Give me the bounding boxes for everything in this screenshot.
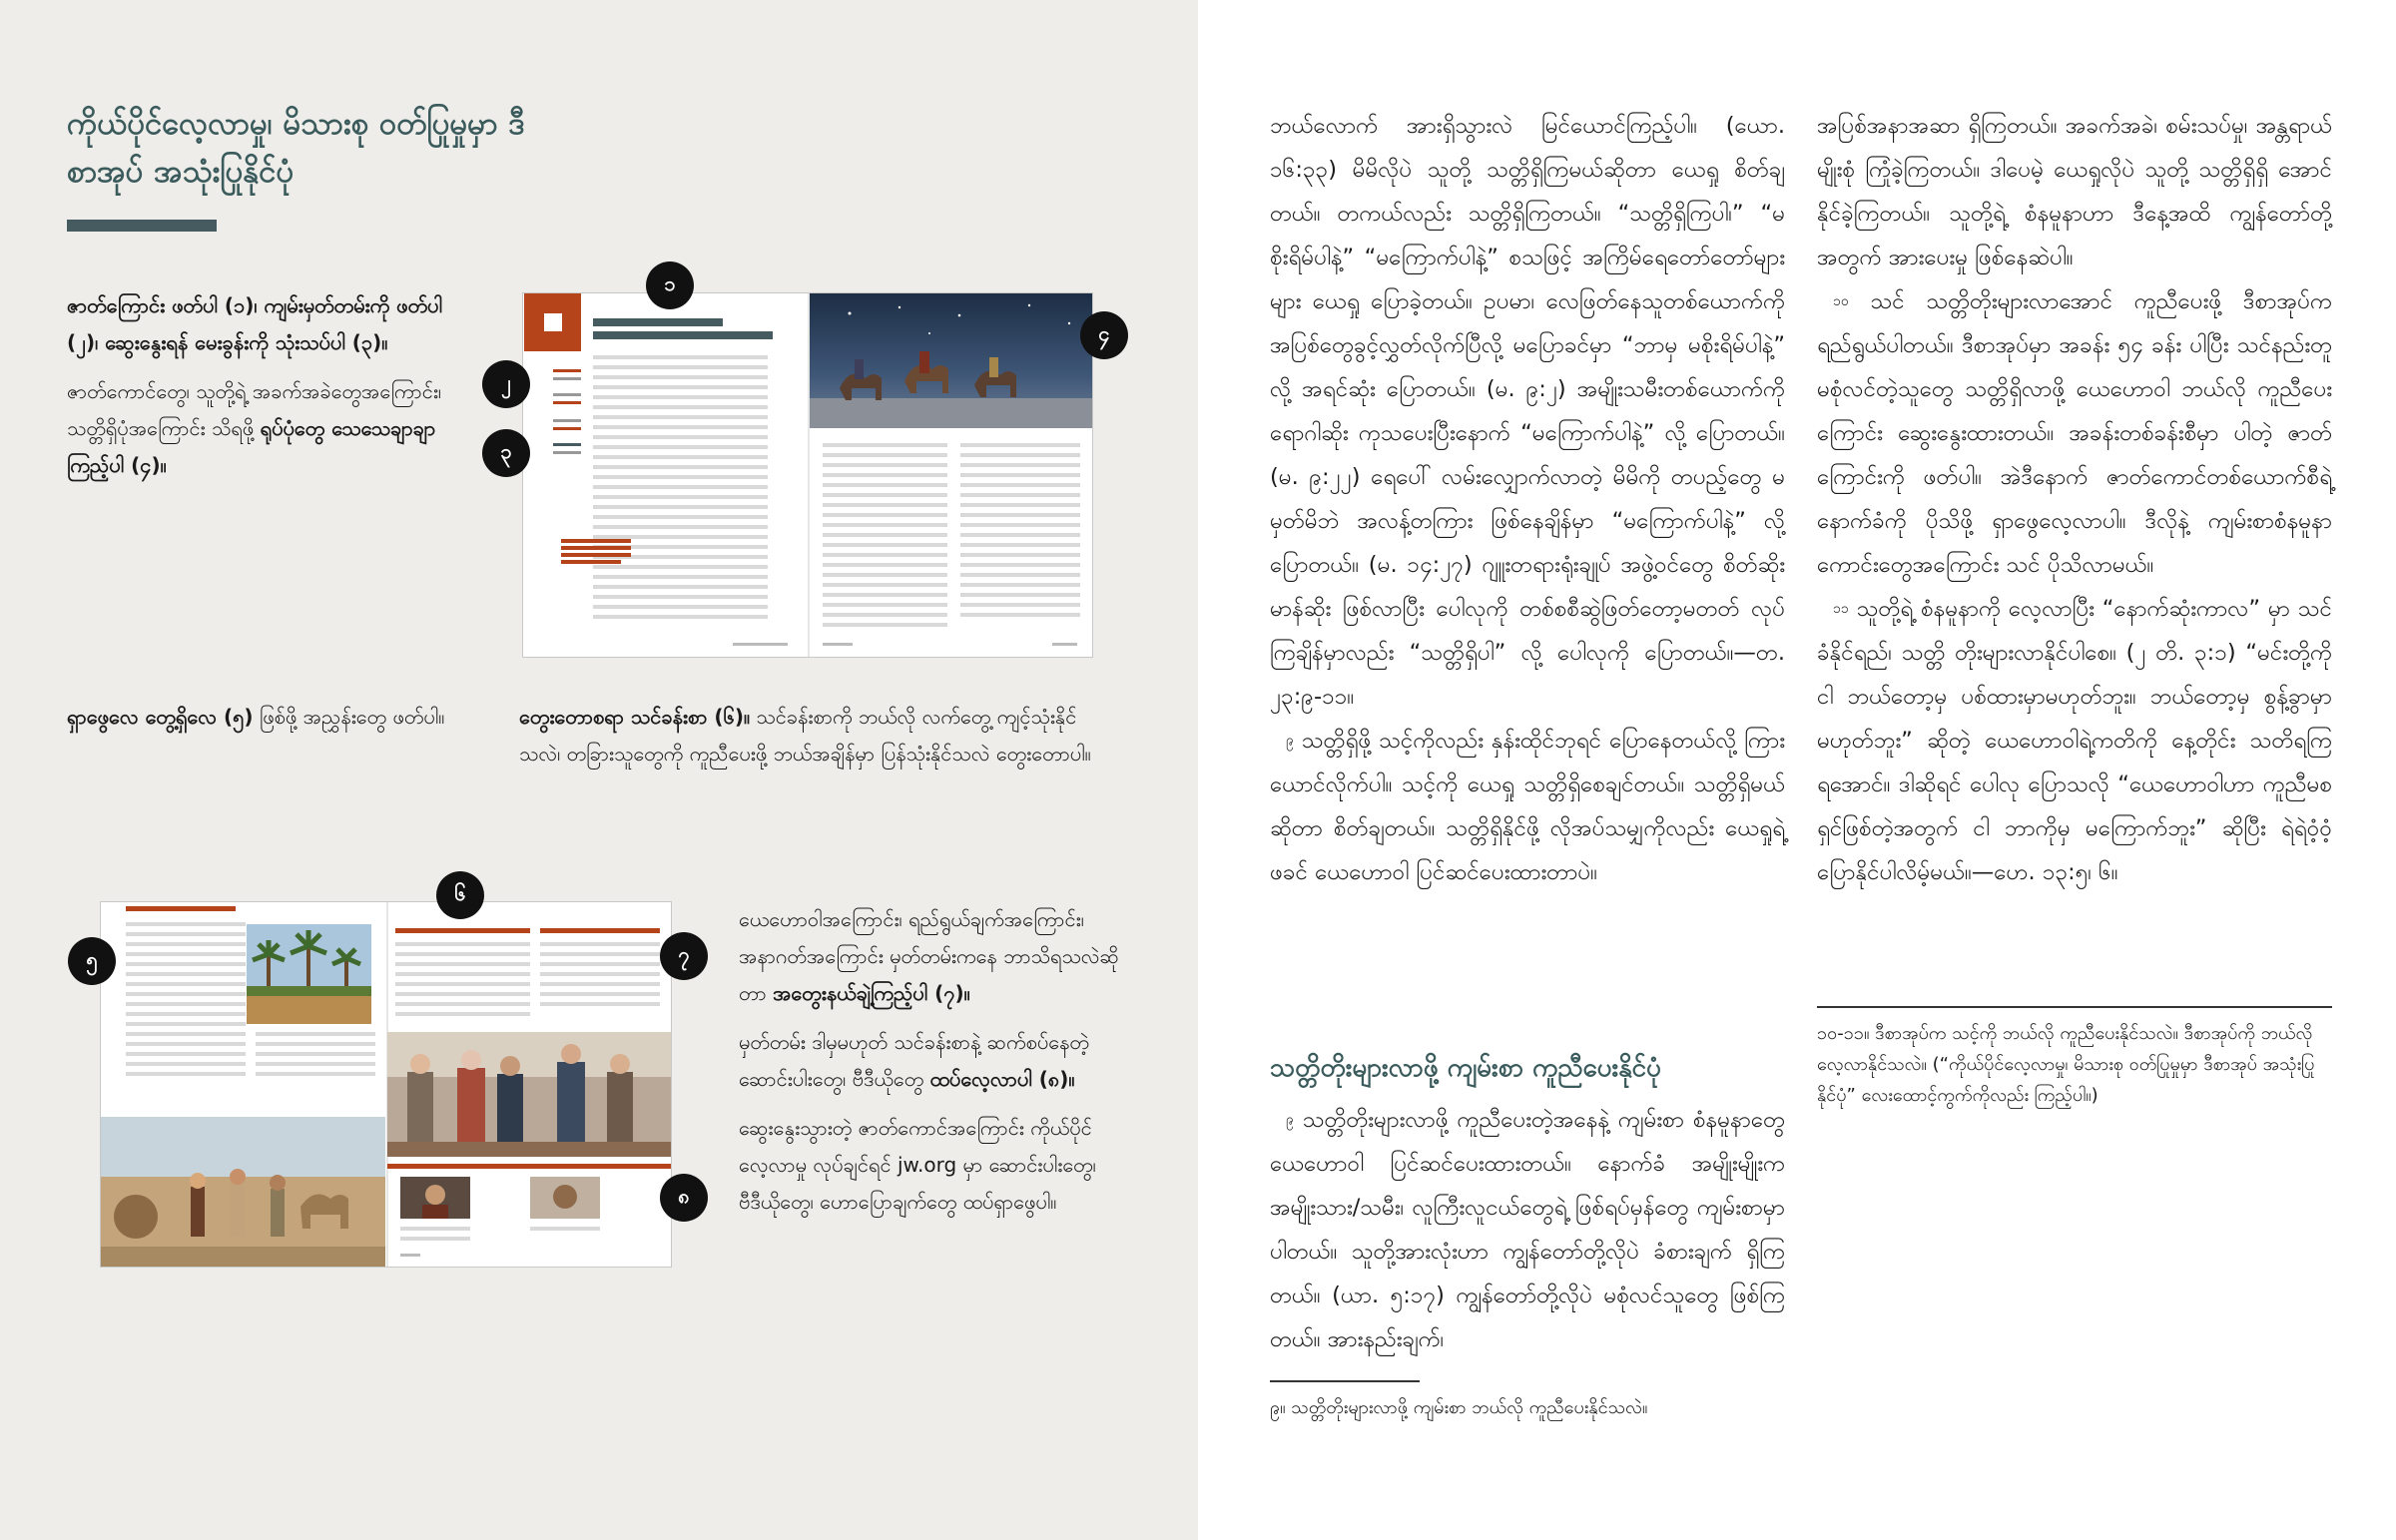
title-rule (67, 220, 217, 232)
congregation-picture (387, 1032, 672, 1157)
callout-badge-1: ၁ (646, 261, 694, 309)
note-2-bold: ရှာဖွေလေ တွေ့ရှိလေ (၅) (67, 705, 254, 729)
note-4-p1-text: ယေဟောဝါအကြောင်း၊ ရည်ရွယ်ချက်အကြောင်း၊ အနာဂတ်အကြောင်း မှတ်တမ်းကနေ ဘာသိရသလဲဆိုတာ (739, 907, 1119, 1005)
callout-badge-4: ၄ (1080, 311, 1128, 359)
note-4-p3-text: ဆွေးနွေးသွားတဲ့ ဇာတ်ကောင်အကြောင်း ကိုယ်ပိုင်လေ့လာမှု လုပ်ချင်ရင် jw.org မှာ ဆောင်းပါးတွေ၊ ဗီဒီယိုတွေ၊ ဟောပြောချက်တွေ ထပ်ရှာဖွေပါ။ (739, 1116, 1096, 1214)
note-reading-steps (67, 287, 471, 496)
col1-paragraph-3-text: သတ္တိတိုးများလာဖို့ ကူညီပေးတဲ့အနေနဲ့ ကျမ်းစာ စံနမူနာတွေ ယေဟောဝါ ပြင်ဆင်ပေးထားတယ်။ နောက်ခံ အမျိုးမျိုးက အမျိုးသား/သမီး၊ လူကြီးလူငယ်တွေရဲ့ ဖြစ်ရပ်မှန်တွေ ကျမ်းစာမှာ ပါတယ်။ သူတို့အားလုံးဟာ ကျွန်တော်တို့လိုပဲ ခံစားချက် ရှိကြတယ်။ (ယာ. ၅:၁၇) ကျွန်တော်တို့လိုပဲ မစုံလင်သူတွေ ဖြစ်ကြတယ်။ အားနည်းချက်၊ (1270, 1107, 1785, 1352)
video-thumbnail-1 (400, 1177, 470, 1219)
note-3-bold: တွေးတောစရာ သင်ခန်းစာ (၆)။ (519, 705, 751, 729)
col1-paragraph-2-text: သတ္တိရှိဖို့ သင့်ကိုလည်း နှန်းထိုင်ဘုရင် ပြောနေတယ်လို့ ကြားယောင်လိုက်ပါ။ သင့်ကို ယေရှု သတ္တိရှိစေချင်တယ်။ သတ္တိရှိမယ်ဆိုတာ စိတ်ချတယ်။ သတ္တိရှိနိုင်ဖို့ လိုအပ်သမျှကိုလည်း ယေရှုရဲ့ ဖခင် ယေဟောဝါ ပြင်ဆင်ပေးထားတာပဲ။ (1270, 728, 1785, 885)
col2-paragraph-2-number: ၁၀ (1833, 293, 1849, 309)
note-1-bold-end: ရုပ်ပုံတွေ သေသေချာချာ ကြည့်ပါ (၄)။ (67, 416, 436, 477)
callout-badge-6: ၆ (436, 871, 484, 919)
footnote-rule-2 (1817, 1006, 2332, 1008)
chapter-number-block (524, 293, 581, 351)
note-4-p2-bold: ထပ်လေ့လာပါ (၈)။ (929, 1067, 1075, 1091)
col1-paragraph-2 (1270, 719, 1785, 894)
box-title: ကိုယ်ပိုင်လေ့လာမှု၊ မိသားစု ဝတ်ပြုမှုမှာ ဒီစာအုပ် အသုံးပြုနိုင်ပုံ (67, 106, 525, 190)
col1-paragraph-1: ဘယ်လောက် အားရှိသွားလဲ မြင်ယောင်ကြည့်ပါ။ (ယော. ၁၆:၃၃) မိမိလိုပဲ သူတို့ သတ္တိရှိကြမယ်ဆိုတာ ယေရှု စိတ်ချတယ်။ တကယ်လည်း သတ္တိရှိကြတယ်။ “သတ္တိရှိကြပါ၊” “မစိုးရိမ်ပါနဲ့” “မကြောက်ပါနဲ့” စသဖြင့် အကြိမ်ရေတော်တော်များများ ယေရှု ပြောခဲ့တယ်။ ဥပမာ၊ လေဖြတ်နေသူတစ်ယောက်ကို အပြစ်တွေခွင့်လွှတ်လိုက်ပြီလို့ မပြောခင်မှာ “ဘာမှ မစိုးရိမ်ပါနဲ့” လို့ အရင်ဆုံး ပြောတယ်။ (မ. ၉:၂) အမျိုးသမီးတစ်ယောက်ကို ရောဂါဆိုး ကုသပေးပြီးနောက် “မကြောက်ပါနဲ့” လို့ ပြောတယ်။ (မ. ၉:၂၂) ရေပေါ် လမ်းလျှောက်လာတဲ့ မိမိကို တပည့်တွေ မမှတ်မိဘဲ အလန့်တကြား ဖြစ်နေချိန်မှာ “မကြောက်ပါနဲ့” လို့ ပြောတယ်။ (မ. ၁၄:၂၇) ဂျူးတရားရုံးချုပ် အဖွဲ့ဝင်တွေ စိတ်ဆိုးမာန်ဆိုး ဖြစ်လာပြီး ပေါလုကို တစ်စစီဆွဲဖြတ်တော့မတတ် လုပ်ကြချိန်မှာလည်း “သတ္တိရှိပါ” လို့ ပေါလုကို ပြောတယ်။—တ. ၂၃:၉-၁၁။ (1270, 113, 1785, 710)
note-lesson (519, 699, 1098, 784)
note-3-text: သင်ခန်းစာကို ဘယ်လို လက်တွေ့ ကျင့်သုံးနိုင်သလဲ၊ တခြားသူတွေကို ကူညီပေးဖို့ ဘယ်အချိန်မှာ ပြန်သုံးနိုင်သလဲ တွေးတောပါ။ (519, 705, 1091, 766)
night-caravan-picture (810, 293, 1093, 428)
note-4-p1-bold: အတွေးနယ်ချဲ့ကြည့်ပါ (၇)။ (773, 981, 970, 1005)
col2-paragraph-3-text: သူတို့ရဲ့ စံနမူနာကို လေ့လာပြီး “နောက်ဆုံးကာလ” မှာ သင် ခံနိုင်ရည်၊ သတ္တိ တိုးများလာနိုင်ပါစေ။ (၂ တိ. ၃:၁) “မင်းတို့ကို ငါ ဘယ်တော့မှ ပစ်ထားမှာမဟုတ်ဘူး။ ဘယ်တော့မှ စွန့်ခွာမှာ မဟုတ်ဘူး” ဆိုတဲ့ ယေဟောဝါရဲ့ကတိကို နေ့တိုင်း သတိရကြရအောင်။ ဒါဆိုရင် ပေါလု ပြောသလို “ယေဟောဝါဟာ ကူညီမစရှင်ဖြစ်တဲ့အတွက် ငါ ဘာကိုမှ မကြောက်ဘူး” ဆိုပြီး ရဲရဲဝံ့ဝံ့ ပြောနိုင်ပါလိမ့်မယ်။—ဟေ. ၁၃:၅၊ ၆။ (1817, 596, 2332, 885)
callout-badge-3: ၃ (482, 429, 530, 477)
column-1-body (1270, 104, 1785, 894)
callout-badge-2: ၂ (482, 360, 530, 408)
col1-paragraph-3-number: ၉ (1286, 1112, 1294, 1128)
note-2-text: ဖြစ်ဖို့ အညွှန်းတွေ ဖတ်ပါ။ (259, 705, 445, 729)
note-1-text: ဇာတ်ကောင်တွေ၊ သူတို့ရဲ့ အခက်အခဲတွေအကြောင်း၊ သတ္တိရှိပုံအကြောင်း သိရဖို့ (67, 379, 442, 440)
note-1-bold: ဇာတ်ကြောင်း ဖတ်ပါ (၁)၊ ကျမ်းမှတ်တမ်းကို ဖတ်ပါ (၂)၊ ဆွေးနွေးရန် မေးခွန်းကို သုံးသပ်ပါ (၃)။ (67, 293, 442, 354)
col2-paragraph-2 (1817, 279, 2332, 587)
note-research (67, 699, 466, 748)
desert-caravan-picture (101, 1117, 385, 1268)
palm-oasis-picture (247, 924, 371, 1024)
mockup-research-spread (100, 901, 672, 1268)
col2-paragraph-3 (1817, 587, 2332, 894)
callout-badge-5: ၅ (68, 937, 116, 985)
footnote-rule-1 (1270, 1380, 1420, 1382)
mockup-chapter-opening (522, 292, 1093, 658)
note-4-p2-text: မှတ်တမ်း ဒါမှမဟုတ် သင်ခန်းစာနဲ့ ဆက်စပ်နေတဲ့ ဆောင်းပါးတွေ၊ ဗီဒီယိုတွေ (739, 1030, 1089, 1091)
col2-paragraph-3-number: ၁၁ (1833, 601, 1849, 617)
column-1-body-continued (1270, 1098, 1785, 1361)
column-2-body (1817, 104, 2332, 894)
footnote-question-9: ၉။ သတ္တိတိုးများလာဖို့ ကျမ်းစာ ဘယ်လို ကူညီပေးနိုင်သလဲ။ (1270, 1397, 1648, 1418)
section-subheading: သတ္တိတိုးများလာဖို့ ကျမ်းစာ ကူညီပေးနိုင်ပုံ (1270, 1053, 1661, 1083)
video-thumbnail-2 (530, 1177, 600, 1219)
col2-paragraph-1: အပြစ်အနာအဆာ ရှိကြတယ်။ အခက်အခဲ၊ စမ်းသပ်မှု၊ အန္တရာယ်မျိုးစုံ ကြုံခဲ့ကြတယ်။ ဒါပေမဲ့ ယေရှုလိုပဲ သူတို့ သတ္တိရှိရှိ အောင်နိုင်ခဲ့ကြတယ်။ သူတို့ရဲ့ စံနမူနာဟာ ဒီနေ့အထိ ကျွန်တော်တို့အတွက် အားပေးမှု ဖြစ်နေဆဲပါ။ (1817, 113, 2332, 270)
note-explore (739, 901, 1128, 1233)
col1-paragraph-3 (1270, 1098, 1785, 1361)
col1-paragraph-2-number: ၉ (1286, 733, 1294, 749)
col2-paragraph-2-text: သင် သတ္တိတိုးများလာအောင် ကူညီပေးဖို့ ဒီစာအုပ်က ရည်ရွယ်ပါတယ်။ ဒီစာအုပ်မှာ အခန်း ၅၄ ခန်း ပါပြီး သင်နည်းတူ မစုံလင်တဲ့သူတွေ သတ္တိရှိလာဖို့ ယေဟောဝါ ဘယ်လို ကူညီပေးကြောင်း ဆွေးနွေးထားတယ်။ အခန်းတစ်ခန်းစီမှာ ပါတဲ့ ဇာတ်ကြောင်းကို ဖတ်ပါ။ အဲဒီနောက် ဇာတ်ကောင်တစ်ယောက်စီရဲ့ နောက်ခံကို ပိုသိဖို့ ရှာဖွေလေ့လာပါ။ ဒီလိုနဲ့ ကျမ်းစာစံနမူနာကောင်းတွေအကြောင်း သင် ပိုသိလာမယ်။ (1817, 288, 2332, 578)
callout-badge-7: ၇ (660, 932, 708, 980)
footnote-question-10-11: ၁၀-၁၁။ ဒီစာအုပ်က သင့်ကို ဘယ်လို ကူညီပေးနိုင်သလဲ။ ဒီစာအုပ်ကို ဘယ်လို လေ့လာနိုင်သလဲ။ (“ကိုယ်ပိုင်လေ့လာမှု၊ မိသားစု ဝတ်ပြုမှုမှာ ဒီစာအုပ် အသုံးပြုနိုင်ပုံ” လေးထောင့်ကွက်ကိုလည်း ကြည့်ပါ။) (1817, 1023, 2315, 1106)
callout-badge-8: ၈ (660, 1174, 708, 1222)
